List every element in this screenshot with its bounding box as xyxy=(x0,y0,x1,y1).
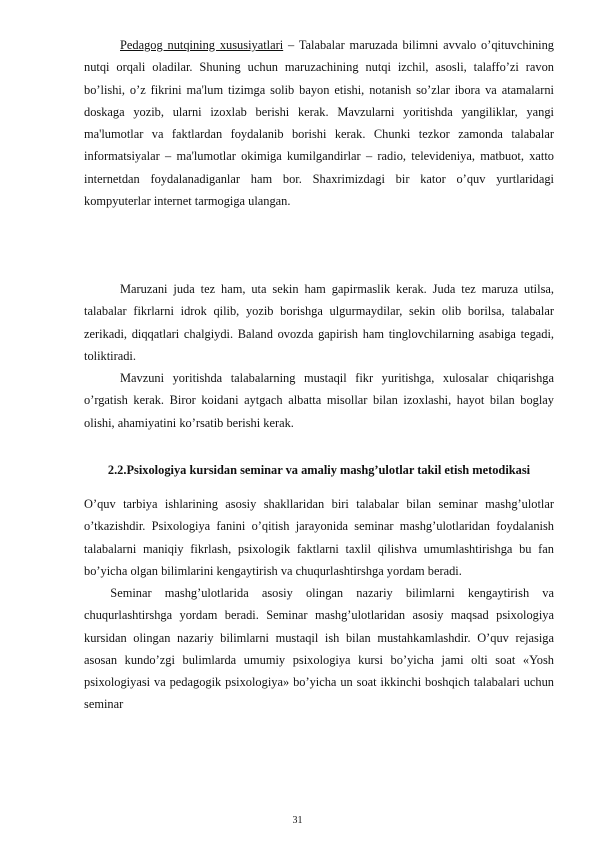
paragraph-mavzuni-yoritish: Mavzuni yoritishda talabalarning mustaqil fikr yuritishga, xulosalar chiqarishga o’rgatish kerak. Biror koidani aytgach albatta misollar bilan izoxlashi, hayot bilan boglay olishi, ahamiyatini ko’rsatib berishi kerak. xyxy=(84,371,554,430)
section-heading: 2.2.Psixologiya kursidan seminar va amaliy mashg’ulotlar takil etish metodikasi xyxy=(107,463,531,477)
paragraph-seminar-maqsad: Seminar mashg’ulotlarida asosiy olingan nazariy bilimlarni kengaytirish va chuqurlashtirshga yordam beradi. Seminar mashg’ulotlaridan asosiy maqsad psixologiya kursidan olingan nazariy bilimlarni mustaqil ish bilan mustahkamlashdir. O’quv rejasiga asosan kundo’zgi bulimlarda umumiy psixologiya kursi bo’yicha jami olti soat «Yosh psixologiyasi va pedagogik psixologiya» bo’yicha un soat ikkinchi boshqich talabalari uchun seminar xyxy=(84,586,558,712)
paragraph-maruza-tezligi: Maruzani juda tez ham, uta sekin ham gapirmaslik kerak. Juda tez maruza utilsa, talabalar fikrlarni idrok qilib, yozib borishga ulgurmaydilar, sekin olib borilsa, talabalar zerikadi, diqqatlari chalgiydi. Baland ovozda gapirish ham tinglovchilarning asabiga tegadi, toliktiradi. xyxy=(84,282,554,363)
underlined-term: Pedagog nutqining xususiyatlari xyxy=(120,38,284,52)
page-number: 31 xyxy=(292,815,303,826)
paragraph-seminar-intro: O’quv tarbiya ishlarining asosiy shakllaridan biri talabalar bilan seminar mashg’ulotlar o’tkazishdir. Psixologiya fanini o’qitish jarayonida seminar mashg’ulotlaridan foydalanish talabalarni maniqiy fikrlash, psixologik faktlarni taxlil qilishva umumlashtirishga bu fan bo’yicha olgan bilimlarini kengaytirish va chuqurlashtirshga yordam beradi. xyxy=(84,497,554,578)
paragraph-pedagog-nutqi xyxy=(84,34,554,212)
paragraph-text: – Talabalar maruzada bilimni avvalo o’qituvchining nutqi orqali oladilar. Shuning uchun maruzachining nutqi izchil, asosli, talaffo’zi ravon bo’lishi, o’z fikrini ma'lum tizimga solib bayon etishi, notanish so’zlar ibora va atamalarni doskaga yozib, ularni izoxlab berishi kerak. Mavzularni yoritishda yangiliklar, yangi ma'lumotlar va faktlardan foydalanib borishi kerak. Chunki tezkor zamonda talabalar informatsiyalar – ma'lumotlar okimiga kumilgandirlar – radio, televideniya, matbuot, xatto internetdan foydalanadiganlar ham bor. Shaxrimizdagi bir kator o’quv yurtlaridagi kompyuterlar internet tarmogiga ulangan. xyxy=(84,38,555,209)
